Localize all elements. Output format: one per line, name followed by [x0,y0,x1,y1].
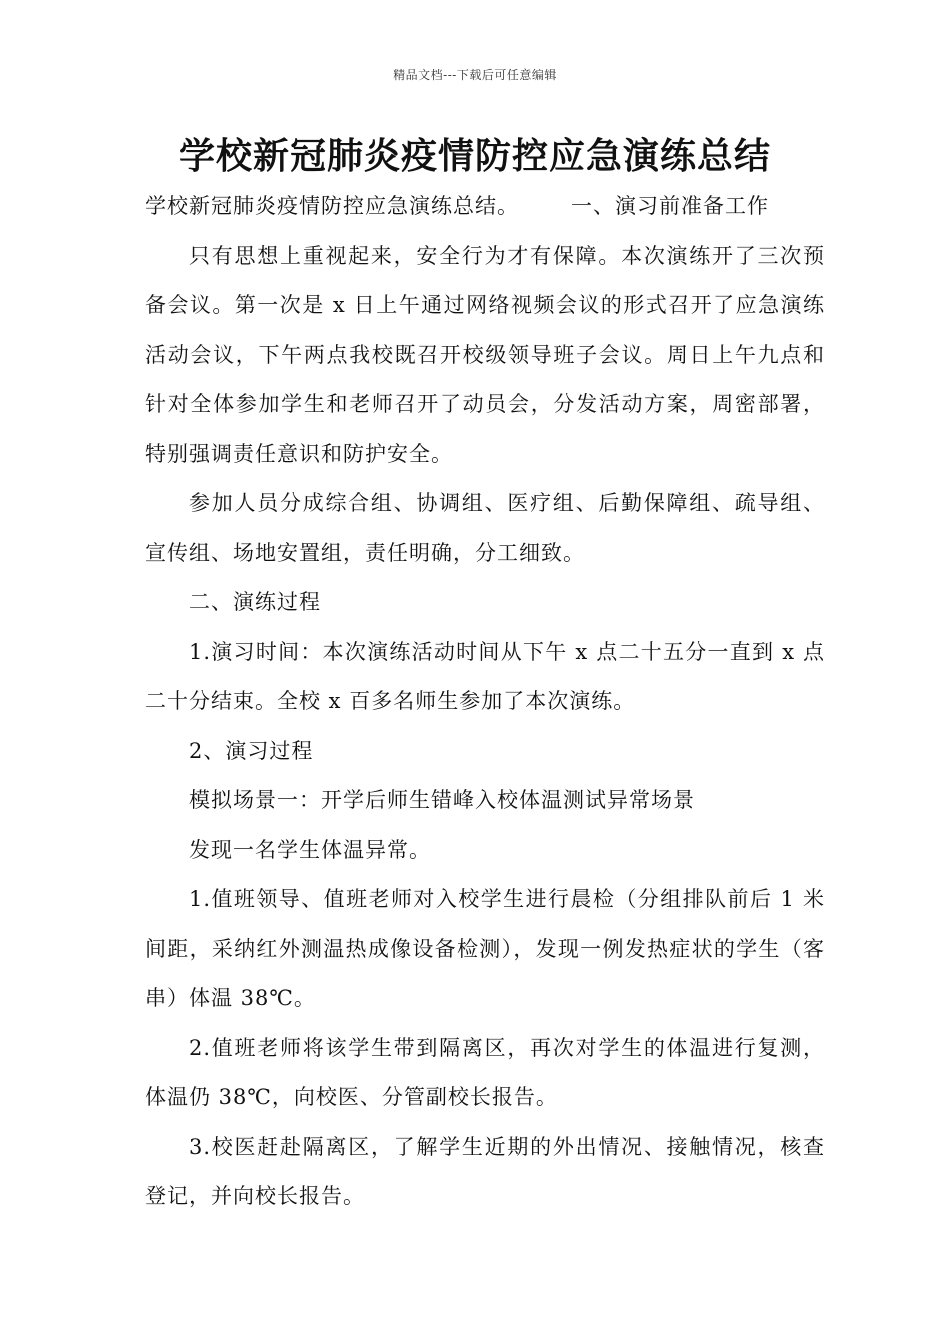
paragraph-drill-time: 1.演习时间：本次演练活动时间从下午 x 点二十五分一直到 x 点二十分结束。全校 x 百多名师生参加了本次演练。 [145,639,825,713]
paragraph-abnormal-temp: 发现一名学生体温异常。 [189,837,431,862]
section1-heading: 一、演习前准备工作 [571,194,769,218]
step-2: 2.值班老师将该学生带到隔离区，再次对学生的体温进行复测，体温仍 38℃，向校医、分管副校长报告。 [145,1035,825,1109]
paragraph-groups: 参加人员分成综合组、协调组、医疗组、后勤保障组、疏导组、宣传组、场地安置组，责任明确，分工细致。 [145,491,825,565]
paragraph-preparation: 只有思想上重视起来，安全行为才有保障。本次演练开了三次预备会议。第一次是 x 日上午通过网络视频会议的形式召开了应急演练活动会议，下午两点我校既召开校级领导班子会议。周日上午九点和针对全体参加学生和老师召开了动员会，分发活动方案，周密部署，特别强调责任意识和防护安全。 [145,243,825,466]
section2-heading: 二、演练过程 [189,590,321,614]
document-body [145,182,825,1222]
step-1: 1.值班领导、值班老师对入校学生进行晨检（分组排队前后 1 米间距，采纳红外测温热成像设备检测），发现一例发热症状的学生（客串）体温 38℃。 [145,887,825,1010]
page-header-note: 精品文档---下载后可任意编辑 [393,68,557,82]
subheading-drill-process: 2、演习过程 [189,738,314,763]
scenario-one-heading: 模拟场景一：开学后师生错峰入校体温测试异常场景 [189,788,695,812]
intro-line: 学校新冠肺炎疫情防控应急演练总结。 [145,194,519,218]
step-3: 3.校医赶赴隔离区，了解学生近期的外出情况、接触情况，核查登记，并向校长报告。 [145,1134,825,1208]
intro-paragraph [145,182,825,232]
document-title: 学校新冠肺炎疫情防控应急演练总结 [178,136,771,177]
